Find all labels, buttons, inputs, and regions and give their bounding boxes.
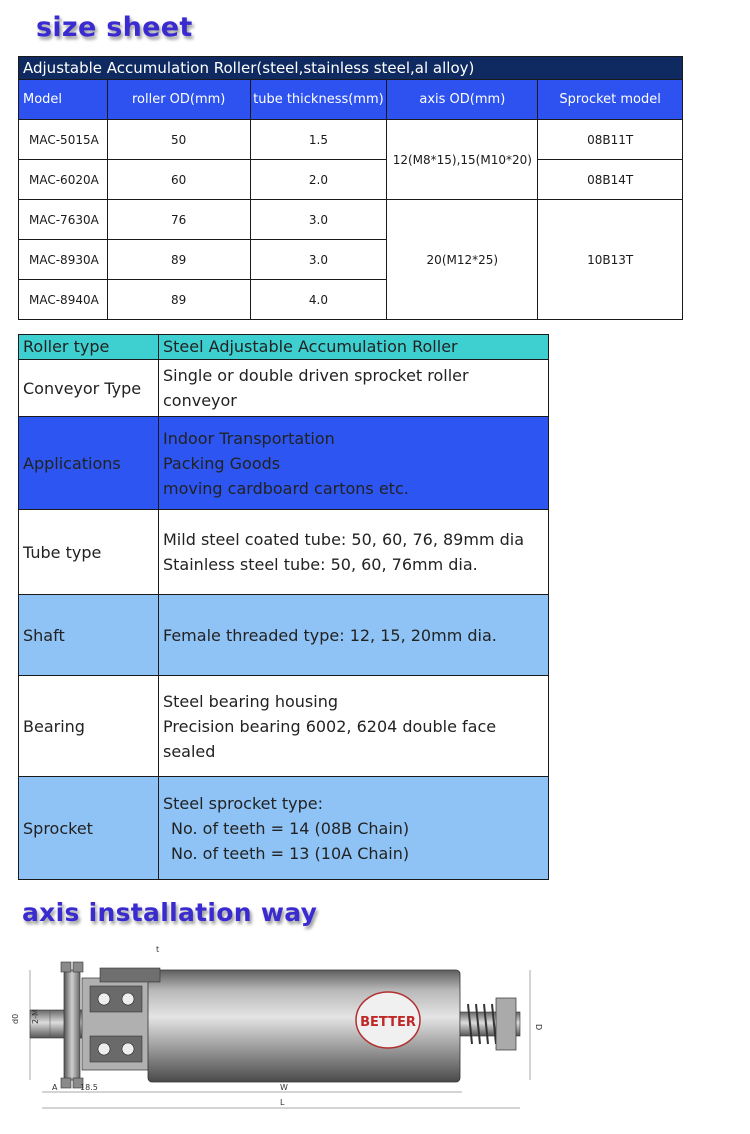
dim-label-d: D: [534, 1024, 543, 1031]
thickness-cell: 1.5: [250, 120, 387, 160]
roller-od-cell: 89: [107, 280, 250, 320]
sprocket-label: Sprocket: [19, 777, 159, 880]
info-row-shaft: [19, 595, 549, 676]
thickness-cell: 2.0: [250, 160, 387, 200]
model-cell: MAC-8940A: [19, 280, 108, 320]
axis-installation-heading: axis installation way: [22, 898, 318, 927]
shaft-value: Female threaded type: 12, 15, 20mm dia.: [159, 595, 549, 676]
dim-label-m: 2-M: [31, 1009, 40, 1024]
roller-od-cell: 89: [107, 240, 250, 280]
thickness-cell: 3.0: [250, 240, 387, 280]
roller-od-cell: 76: [107, 200, 250, 240]
tube-type-line: Stainless steel tube: 50, 60, 76mm dia.: [163, 555, 478, 574]
size-sheet-heading: size sheet: [36, 12, 193, 43]
dim-label-w: W: [280, 1083, 288, 1092]
sprocket-cell: 10B13T: [538, 200, 683, 320]
roller-od-cell: 50: [107, 120, 250, 160]
threaded-shaft-right: [460, 998, 520, 1050]
applications-line: moving cardboard cartons etc.: [163, 478, 409, 498]
dim-label-t: t: [156, 945, 160, 954]
dim-label-d0: d0: [11, 1013, 20, 1024]
tube-type-value: [159, 510, 549, 595]
info-row-tube-type: [19, 510, 549, 595]
info-row-bearing: [19, 676, 549, 777]
roller-info-table: [18, 334, 549, 880]
sprocket-cell: 08B14T: [538, 160, 683, 200]
col-header-model: Model: [19, 80, 108, 120]
applications-line: Packing Goods: [163, 453, 281, 473]
model-cell: MAC-6020A: [19, 160, 108, 200]
bearing-value: [159, 676, 549, 777]
better-logo: [356, 992, 420, 1048]
applications-value: [159, 417, 549, 510]
dim-label-a: A: [52, 1083, 58, 1092]
axis-od-cell: 20(M12*25): [387, 200, 538, 320]
conveyor-type-label: Conveyor Type: [19, 360, 159, 417]
thickness-cell: 3.0: [250, 200, 387, 240]
tube-type-label: Tube type: [19, 510, 159, 595]
thickness-cell: 4.0: [250, 280, 387, 320]
shaft-label: Shaft: [19, 595, 159, 676]
sprocket-line: No. of teeth = 13 (10A Chain): [171, 843, 410, 863]
sprocket-line: No. of teeth = 14 (08B Chain): [171, 818, 410, 838]
size-spec-table: [18, 56, 683, 320]
sprocket-line: Steel sprocket type:: [163, 793, 323, 813]
roller-technical-drawing: [0, 930, 750, 1130]
spec-table-title: Adjustable Accumulation Roller(steel,stainless steel,al alloy): [19, 57, 683, 80]
conveyor-type-value: Single or double driven sprocket roller conveyor: [159, 360, 549, 417]
bearing-line: Precision bearing 6002, 6204 double face sealed: [163, 716, 497, 761]
bearing-line: Steel bearing housing: [163, 691, 339, 711]
dim-label-a-value: 18.5: [80, 1083, 98, 1092]
col-header-axis-od: axis OD(mm): [387, 80, 538, 120]
table-row: [19, 120, 683, 160]
bearing-housing: [82, 978, 150, 1070]
info-row-conveyor-type: [19, 360, 549, 417]
sprocket-value: [159, 777, 549, 880]
sprocket-gear: [61, 962, 83, 1088]
dim-label-l: L: [280, 1098, 285, 1107]
col-header-sprocket-model: Sprocket model: [538, 80, 683, 120]
roller-od-cell: 60: [107, 160, 250, 200]
col-header-roller-od: roller OD(mm): [107, 80, 250, 120]
info-row-sprocket: [19, 777, 549, 880]
axis-od-cell: 12(M8*15),15(M10*20): [387, 120, 538, 200]
roller-type-value: Steel Adjustable Accumulation Roller: [159, 335, 549, 360]
model-cell: MAC-5015A: [19, 120, 108, 160]
roller-type-label: Roller type: [19, 335, 159, 360]
info-row-applications: [19, 417, 549, 510]
applications-line: Indoor Transportation: [163, 428, 335, 448]
table-row: [19, 160, 683, 200]
logo-text: BETTER: [360, 1015, 416, 1030]
sprocket-cell: 08B11T: [538, 120, 683, 160]
tube-type-line: Mild steel coated tube: 50, 60, 76, 89mm dia: [163, 530, 525, 549]
info-row-roller-type: [19, 335, 549, 360]
bearing-label: Bearing: [19, 676, 159, 777]
model-cell: MAC-7630A: [19, 200, 108, 240]
col-header-tube-thickness: tube thickness(mm): [250, 80, 387, 120]
table-row: [19, 200, 683, 240]
model-cell: MAC-8930A: [19, 240, 108, 280]
applications-label: Applications: [19, 417, 159, 510]
